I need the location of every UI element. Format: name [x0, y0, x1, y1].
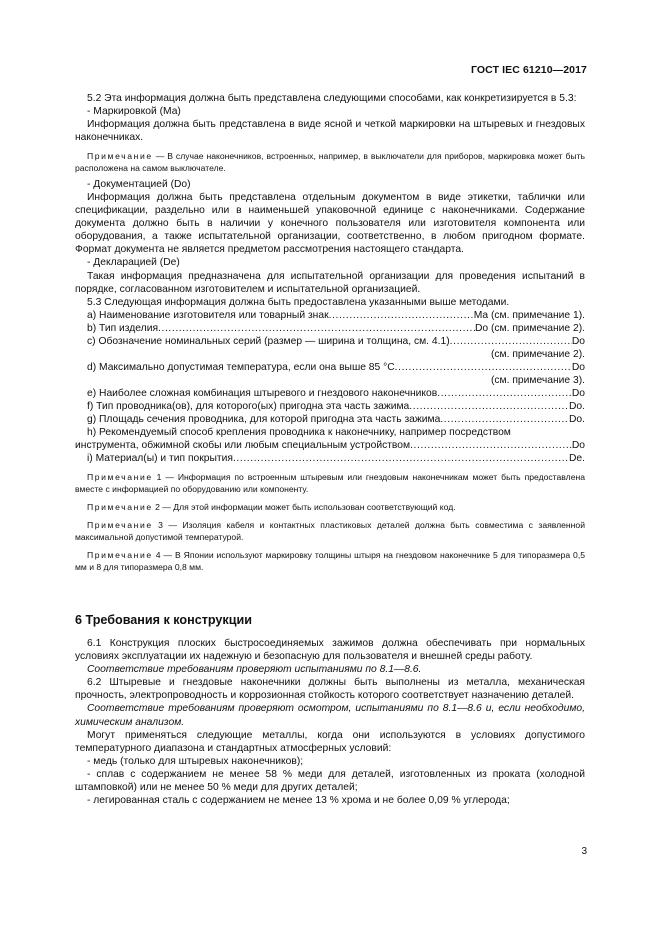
note-label: Примечание — [87, 151, 153, 162]
documentation-title: - Документацией (Do) — [87, 179, 191, 191]
list-item-d: d) Максимально допустимая температура, если она выше 85 °С ..... Do — [75, 361, 585, 374]
list-item-i: i) Материал(ы) и тип покрытия ..... De. — [75, 452, 585, 465]
list-item-d-cont: (см. примечание 3). — [490, 374, 585, 386]
documentation-text: Информация должна быть представлена отдельным документом в виде этикетки, таблички или спецификации, раздельно или в наименьшей упаковочной единице с наконечниками. Содержание документа должно быть в наличии у конечного пользователя или изготовителя компонента или оборудования, а также испытательной организации, соответственно, в любом пригодном формате. Формат документа не является предметом рассмотрения настоящего стандарта. — [75, 192, 585, 256]
metal-item-1: - медь (только для штыревых наконечников); — [87, 755, 304, 767]
list-item-g: g) Площадь сечения проводника, для которой пригодна эта часть зажима ..... Do. — [75, 413, 585, 426]
list-item-e: e) Наиболее сложная комбинация штыревого и гнездового наконечников ..... Do — [75, 387, 585, 400]
s53-intro: 5.3 Следующая информация должна быть предоставлена указанными выше методами. — [87, 296, 510, 308]
note-1: Примечание 1 — Информация по встроенным штыревым или гнездовым наконечникам может быть предоставлена вместе с информацией по оборудованию или компоненту. — [75, 472, 585, 495]
marking-text: Информация должна быть представлена в виде ясной и четкой маркировки на штыревых и гнездовых наконечниках. — [75, 119, 585, 144]
s52-intro: 5.2 Эта информация должна быть представлена следующими способами, как конкретизируется в 5.3: — [87, 93, 577, 104]
metal-item-2: - сплав с содержанием не менее 58 % меди для деталей, изготовленных из проката (холодной штамповкой) или не менее 50 % меди для других деталей; — [75, 768, 585, 793]
section-6-heading: 6 Требования к конструкции — [75, 613, 252, 628]
note-3: Примечание 3 — Изоляция кабеля и контактных пластиковых деталей должна быть совместима с заявленной максимальной допустимой температурой. — [75, 520, 585, 543]
para-6-1: 6.1 Конструкция плоских быстросоединяемых зажимов должна обеспечивать при нормальных условиях эксплуатации их надежную и безопасную для пользователя и внешней среды работу. — [75, 638, 585, 663]
para-metals: Могут применяться следующие металлы, когда они используются в условиях допустимого температурного диапазона и стандартных атмосферных условий: — [75, 729, 585, 754]
para-6-1-check: Соответствие требованиям проверяют испытаниями по 8.1—8.6. — [87, 664, 422, 676]
page-content — [75, 92, 585, 807]
note-4: Примечание 4 — В Японии используют маркировку толщины штыря на гнездовом наконечнике 5 для типоразмера 0,5 мм и 8 для типоразмера 0,8 мм. — [75, 550, 586, 573]
list-item-a: a) Наименование изготовителя или товарный знак ..... Ма (см. примечание 1). — [75, 309, 585, 322]
list-item-c-cont: (см. примечание 2). — [490, 348, 585, 360]
note-2: Примечание 2 — Для этой информации может быть использован соответствующий код. — [87, 502, 456, 513]
list-item-h: h) Рекомендуемый способ крепления проводника к наконечнику, например посредством — [87, 427, 511, 439]
list-item-c: c) Обозначение номинальных серий (размер — ширина и толщина, см. 4.1) ..... Do — [75, 335, 585, 348]
metal-item-3: - легированная сталь с содержанием не менее 13 % хрома и не более 0,09 % углерода; — [87, 794, 510, 806]
note-s52 — [75, 150, 585, 174]
declaration-text: Такая информация предназначена для испытательной организации для проведения испытаний в порядке, согласованном изготовителем и испытательной организацией. — [75, 270, 585, 295]
page-number: 3 — [581, 846, 587, 857]
note-text: — В случае наконечников, встроенных, например, в выключатели для приборов, маркировка может быть расположена на самом выключателе. — [75, 151, 585, 174]
para-6-2: 6.2 Штыревые и гнездовые наконечники должны быть выполнены из металла, механическая прочность, электропроводность и коррозионная стойкость которого соответствует назначению деталей. — [75, 677, 585, 702]
list-item-h-cont: инструмента, обжимной скобы или любым специальным устройством ..... Do — [75, 439, 585, 452]
document-header: ГОСТ IEC 61210—2017 — [470, 64, 587, 76]
marking-title: - Маркировкой (Ма) — [87, 106, 181, 118]
list-item-b: b) Тип изделия ..... Do (см. примечание 2). — [75, 322, 585, 335]
list-item-f: f) Тип проводника(ов), для которого(ых) пригодна эта часть зажима ..... Do. — [75, 400, 585, 413]
para-6-2-check: Соответствие требованиям проверяют осмотром, испытаниями по 8.1—8.6 и, если необходимо, химическим анализом. — [75, 703, 585, 728]
declaration-title: - Декларацией (De) — [87, 257, 180, 269]
